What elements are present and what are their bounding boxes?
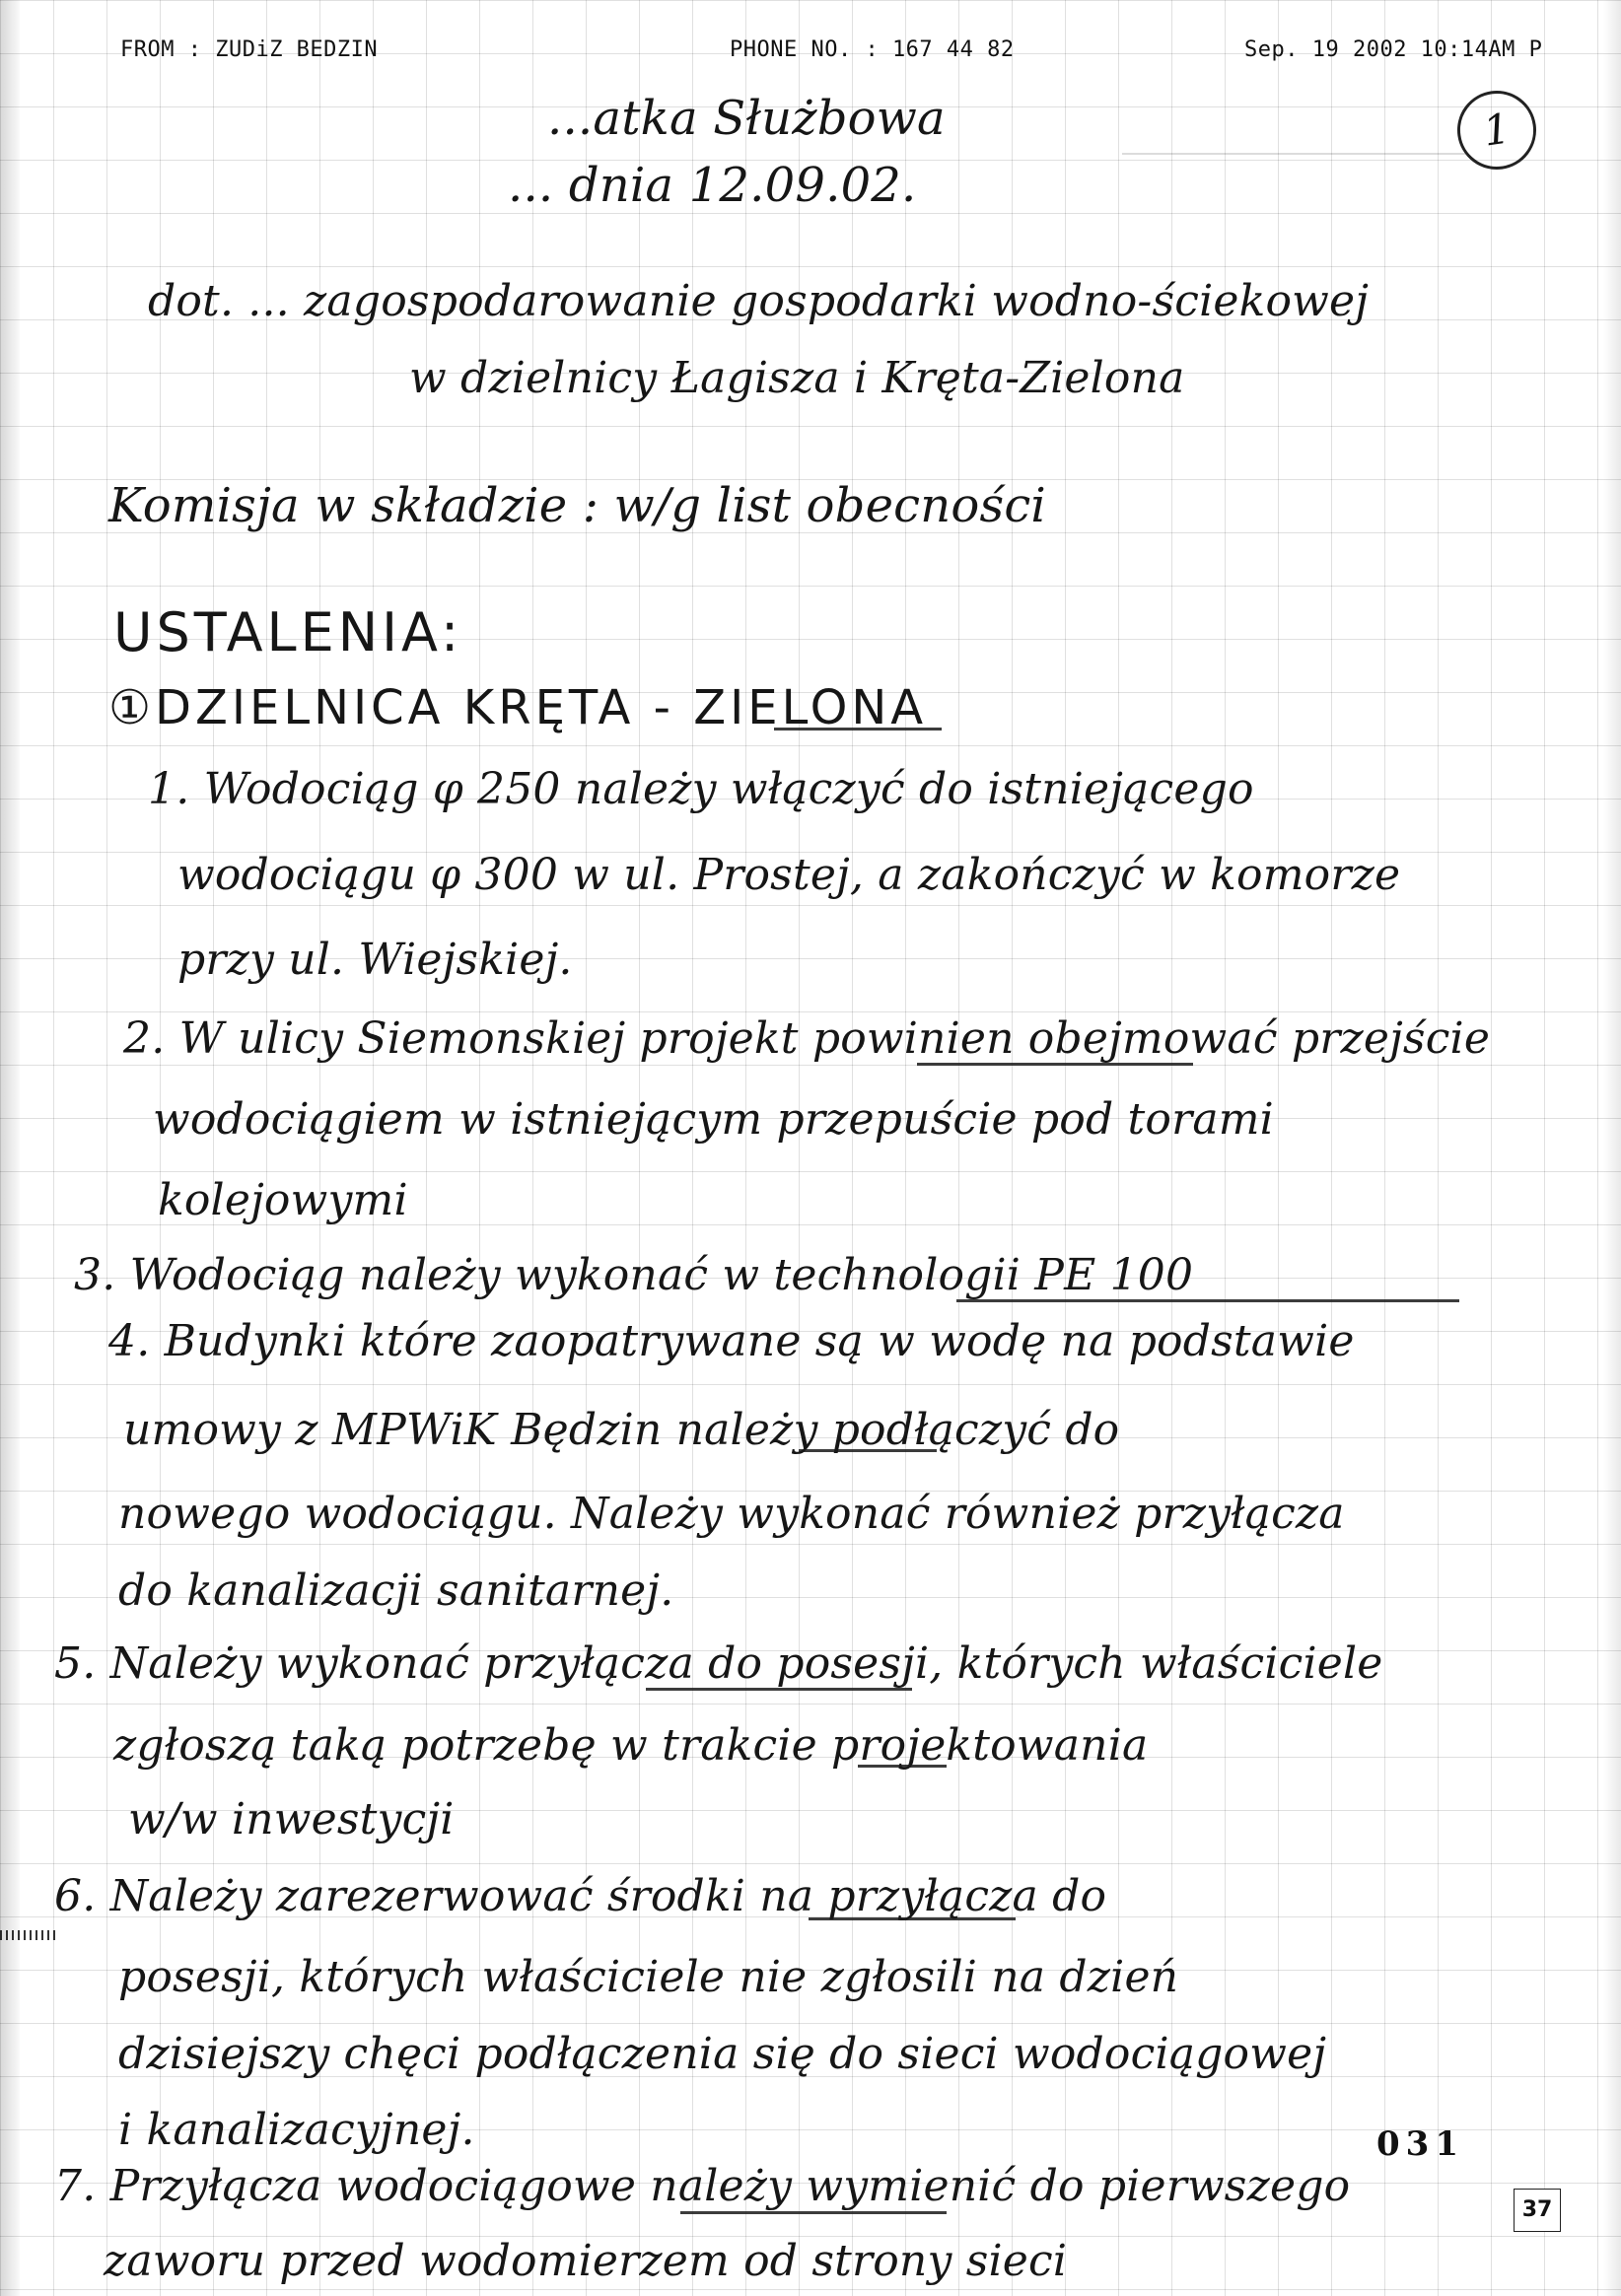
fax-phone-number: PHONE NO. : 167 44 82 [730, 37, 1015, 62]
note-date-line: ... dnia 12.09.02. [508, 158, 917, 213]
fax-from: FROM : ZUDiZ BEDZIN [120, 37, 379, 62]
item-5-line-2: zgłoszą taką potrzebę w trakcie projektowania [113, 1720, 1149, 1771]
scan-right-edge [1603, 0, 1621, 2296]
commission-line: Komisja w składzie : w/g list obecności [108, 478, 1046, 533]
item-4-line-4: do kanalizacji sanitarnej. [118, 1565, 674, 1616]
fax-date-time: Sep. 19 2002 10:14AM P [1244, 37, 1543, 62]
item-2-underline [917, 1063, 1193, 1066]
item-7-line-1: 7. Przyłącza wodociągowe należy wymienić do pierwszego [54, 2161, 1351, 2211]
item-5-underline-2 [858, 1765, 947, 1768]
item-5-line-3: w/w inwestycji [128, 1794, 455, 1844]
subject-line-2: w dzielnicy Łagisza i Kręta-Zielona [409, 353, 1185, 403]
fax-transmission-header [0, 37, 1621, 77]
page-corner-number: 37 [1514, 2189, 1561, 2232]
findings-header: USTALENIA: [113, 601, 463, 663]
document-sequence-number: 031 [1376, 2124, 1464, 2164]
district-underline [774, 728, 942, 731]
item-7-line-2: zaworu przed wodomierzem od strony sieci [104, 2236, 1068, 2286]
note-title: ...atka Służbowa [547, 91, 946, 146]
page-circle-marker [1452, 86, 1541, 174]
district-header: ①DZIELNICA KRĘTA - ZIELONA [108, 680, 928, 735]
scan-left-edge [0, 0, 20, 2296]
item-6-underline [809, 1917, 1016, 1920]
item-1-line-2: wodociągu φ 300 w ul. Prostej, a zakończyć w komorze [177, 850, 1401, 900]
item-1-line-3: przy ul. Wiejskiej. [177, 935, 573, 985]
item-2-line-1: 2. W ulicy Siemonskiej projekt powinien obejmować przejście [123, 1013, 1491, 1064]
item-4-line-3: nowego wodociągu. Należy wykonać również przyłącza [118, 1489, 1345, 1539]
item-7-underline [680, 2211, 947, 2214]
item-5-underline [646, 1688, 912, 1691]
subject-line-1: dot. ... zagospodarowanie gospodarki wodno-ściekowej [148, 276, 1370, 326]
item-3: 3. Wodociąg należy wykonać w technologii PE 100 [74, 1250, 1194, 1300]
item-4-underline [799, 1449, 937, 1452]
item-6-line-1: 6. Należy zarezerwować środki na przyłącza do [54, 1871, 1107, 1921]
scan-artifact-dots [0, 1930, 55, 1940]
item-3-underline [956, 1299, 1459, 1302]
item-1-line-1: 1. Wodociąg φ 250 należy włączyć do istniejącego [148, 764, 1254, 814]
faded-stamp [1122, 153, 1467, 214]
page-circle-number: 1 [1480, 104, 1514, 156]
item-4-line-1: 4. Budynki które zaopatrywane są w wodę na podstawie [108, 1316, 1355, 1366]
item-4-line-2: umowy z MPWiK Będzin należy podłączyć do [123, 1405, 1120, 1455]
item-6-line-2: posesji, których właściciele nie zgłosili na dzień [118, 1952, 1179, 2002]
item-2-line-3: kolejowymi [158, 1175, 408, 1225]
item-5-line-1: 5. Należy wykonać przyłącza do posesji, których właściciele [54, 1638, 1383, 1689]
item-6-line-4: i kanalizacyjnej. [118, 2105, 475, 2155]
item-6-line-3: dzisiejszy chęci podłączenia się do sieci wodociągowej [118, 2029, 1327, 2079]
item-2-line-2: wodociągiem w istniejącym przepuście pod torami [153, 1094, 1274, 1145]
